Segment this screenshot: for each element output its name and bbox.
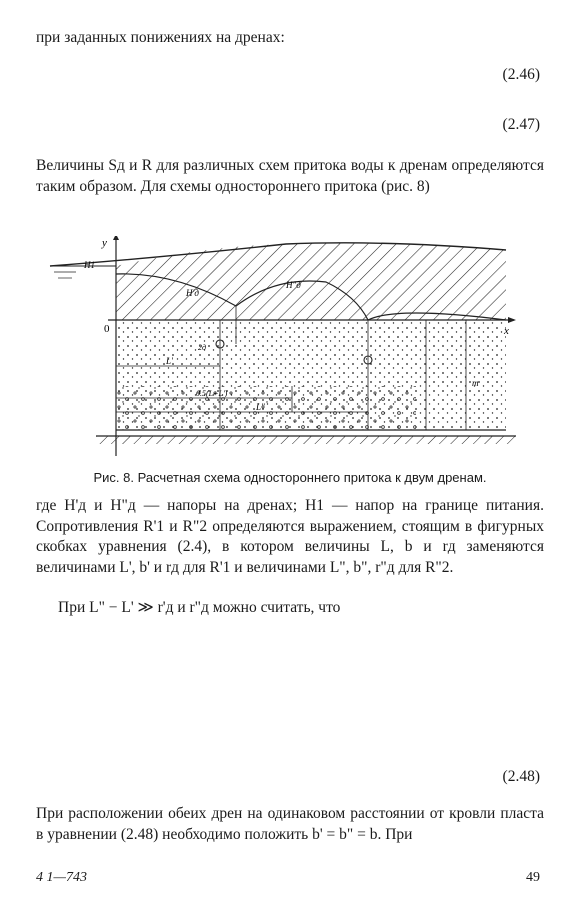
label-hd1: H'д (186, 288, 199, 298)
paragraph-condition: При L" − L' ≫ r'д и r"д можно считать, что (58, 599, 341, 616)
figure-caption: Рис. 8. Расчетная схема одностороннего притока к двум дренам. (93, 470, 487, 485)
equation-number-2-47: (2.47) (502, 116, 540, 133)
paragraph-intro: при заданных понижениях на дренах: (36, 29, 285, 46)
equation-2-48-line-3 (36, 716, 544, 756)
ground-base (96, 436, 516, 444)
label-half: 0.5(L+L') (196, 389, 228, 398)
equation-2-46-body (76, 64, 484, 88)
signature-mark: 4 1—743 (36, 870, 87, 885)
equation-2-48-line-2 (36, 666, 544, 712)
label-hd2: H"д (286, 280, 301, 290)
water-body (50, 266, 116, 320)
equation-number-2-46: (2.46) (502, 66, 540, 83)
paragraph-values: Величины Sд и R для различных схем притока воды к дренам определяются таким образом. Для схемы одностороннего притока (рис. 8) (36, 157, 544, 195)
formula-head-difference (36, 214, 544, 236)
paragraph-where: где H'д и H"д — напоры на дренах; H1 — напор на границе питания. Сопротивления R'1 и R"2 определяются выражением, стоящим в фигурных скобках уравнения (2.4), в котором величины L, b и rд заменяются величинами L', b' и rд для R'1 и величинами L", b", r"д для R"2. (36, 497, 544, 576)
paragraph-equal-distance: При расположении обеих дрен на одинаковом расстоянии от кровли пласта в уравнении (2.48) необходимо положить b' = b" = b. При (36, 805, 544, 843)
equation-2-46 (36, 56, 544, 96)
equation-2-48-line-1 (36, 622, 544, 662)
figure-drainage-scheme (36, 236, 544, 466)
page-number: 49 (526, 870, 540, 885)
label-lpp: L" (256, 402, 265, 412)
label-l: L' (166, 356, 173, 366)
equation-number-2-48: (2.48) (502, 768, 540, 785)
label-z: 2д (198, 343, 207, 352)
equation-2-48-body (186, 766, 484, 790)
label-zero: 0 (104, 323, 110, 335)
label-h1: H1 (84, 260, 95, 270)
equation-2-47-body (76, 114, 484, 138)
label-y: y (102, 237, 107, 249)
equation-2-48-line-4 (36, 758, 544, 798)
equation-2-47 (36, 106, 544, 146)
label-x: x (504, 325, 509, 337)
label-m: m (472, 378, 479, 388)
